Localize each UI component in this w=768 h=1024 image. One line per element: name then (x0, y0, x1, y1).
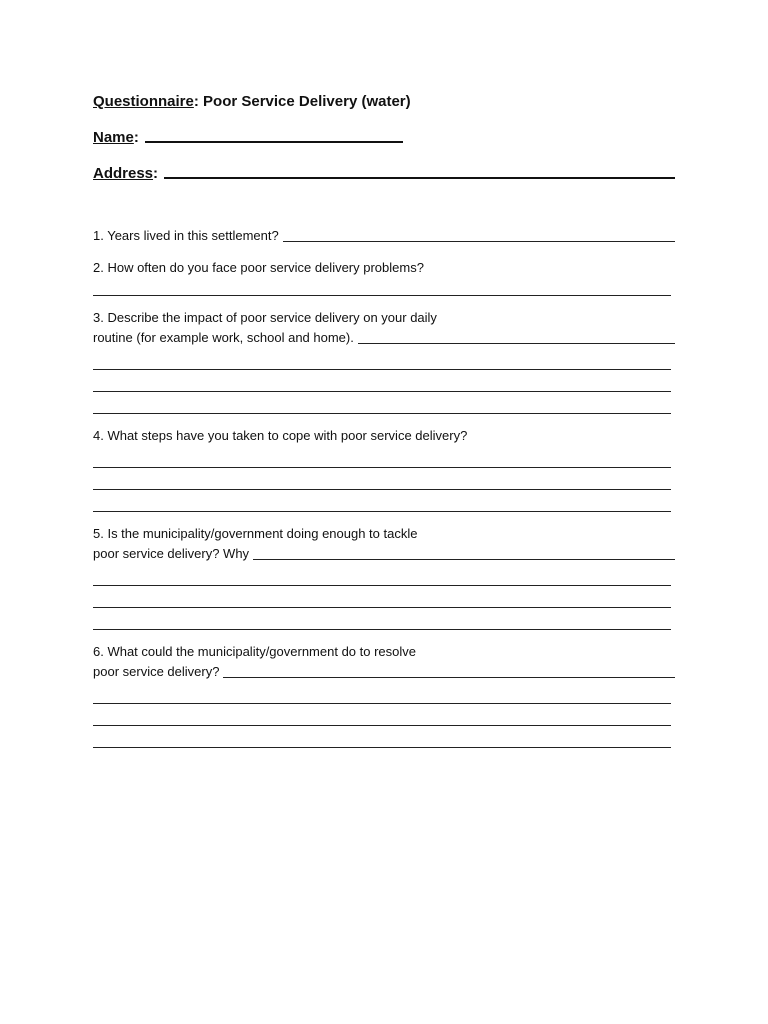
question-1-answer-line[interactable] (283, 228, 675, 242)
address-line (93, 158, 675, 182)
question-4-answer-line[interactable] (93, 466, 671, 468)
question-3-answer-line[interactable] (93, 412, 671, 414)
question-6-answer-line[interactable] (93, 746, 671, 748)
question-5-answer-line[interactable] (93, 628, 671, 630)
question-6-text-line-1: 6. What could the municipality/government do to resolve (93, 644, 417, 659)
question-3-answer-line[interactable] (93, 368, 671, 370)
page-title: Poor Service Delivery (water) (203, 93, 411, 110)
title-colon: : (193, 93, 204, 110)
question-1 (93, 226, 675, 246)
question-5-answer-line[interactable] (93, 606, 671, 608)
question-4-answer-line[interactable] (93, 510, 671, 512)
question-6 (93, 642, 675, 748)
question-5-answer-line[interactable] (93, 584, 671, 586)
name-colon: : (133, 129, 139, 146)
question-2-text: 2. How often do you face poor service delivery problems? (93, 260, 424, 275)
question-5-text-line-2: poor service delivery? Why (93, 546, 250, 561)
question-4-answer-line[interactable] (93, 488, 671, 490)
question-6-answer-line[interactable] (93, 724, 671, 726)
question-2 (93, 258, 675, 296)
title-label: Questionnaire (93, 93, 194, 110)
question-5 (93, 524, 675, 630)
address-colon: : (153, 165, 159, 182)
question-3-text-line-1: 3. Describe the impact of poor service delivery on your daily (93, 310, 437, 325)
name-label: Name (93, 129, 134, 146)
question-4-text: 4. What steps have you taken to cope with poor service delivery? (93, 428, 468, 443)
question-6-answer-line[interactable] (223, 664, 675, 678)
question-list (93, 226, 675, 748)
question-6-answer-line[interactable] (93, 702, 671, 704)
question-3-answer-line[interactable] (358, 330, 675, 344)
address-field[interactable] (164, 163, 675, 179)
question-5-text-line-1: 5. Is the municipality/government doing enough to tackle (93, 526, 418, 541)
questionnaire-page (93, 86, 675, 760)
question-5-answer-line[interactable] (253, 546, 675, 560)
question-4 (93, 426, 675, 512)
question-3-text-line-2: routine (for example work, school and home). (93, 330, 354, 345)
address-label: Address (93, 165, 154, 182)
question-6-text-line-2: poor service delivery? (93, 664, 220, 679)
name-field[interactable] (145, 127, 403, 143)
question-3 (93, 308, 675, 414)
title-line (93, 86, 675, 110)
question-2-answer-line[interactable] (93, 294, 671, 296)
question-3-answer-line[interactable] (93, 390, 671, 392)
name-line (93, 122, 675, 146)
question-1-text: 1. Years lived in this settlement? (93, 228, 279, 243)
